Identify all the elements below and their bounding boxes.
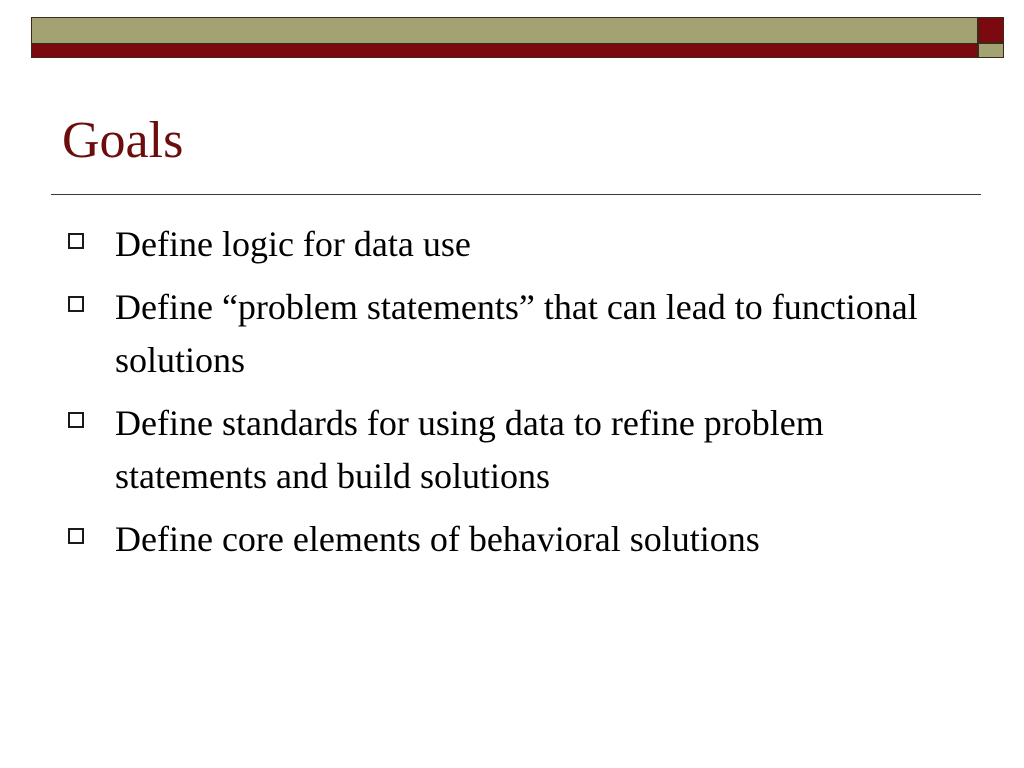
bullet-list bbox=[62, 218, 962, 576]
bullet-text: Define logic for data use bbox=[115, 224, 471, 264]
hollow-square-icon bbox=[68, 528, 84, 544]
header-corner-square-maroon bbox=[978, 17, 1004, 43]
header-maroon-stripe bbox=[32, 44, 977, 58]
bullet-item bbox=[62, 397, 962, 503]
bullet-text: Define core elements of behavioral solutions bbox=[115, 519, 760, 559]
bullet-item bbox=[62, 513, 962, 566]
hollow-square-icon bbox=[68, 233, 84, 249]
hollow-square-icon bbox=[68, 296, 84, 312]
title-divider bbox=[51, 194, 981, 195]
bullet-item bbox=[62, 281, 962, 387]
hollow-square-icon bbox=[68, 412, 84, 428]
slide-title: Goals bbox=[62, 112, 184, 169]
header-corner-square-olive bbox=[978, 43, 1004, 58]
header-decoration-band bbox=[31, 17, 978, 58]
bullet-item bbox=[62, 218, 962, 271]
bullet-text: Define “problem statements” that can lead to functional solutions bbox=[115, 287, 918, 380]
bullet-text: Define standards for using data to refine problem statements and build solutions bbox=[115, 403, 824, 496]
header-olive-stripe bbox=[32, 18, 977, 44]
